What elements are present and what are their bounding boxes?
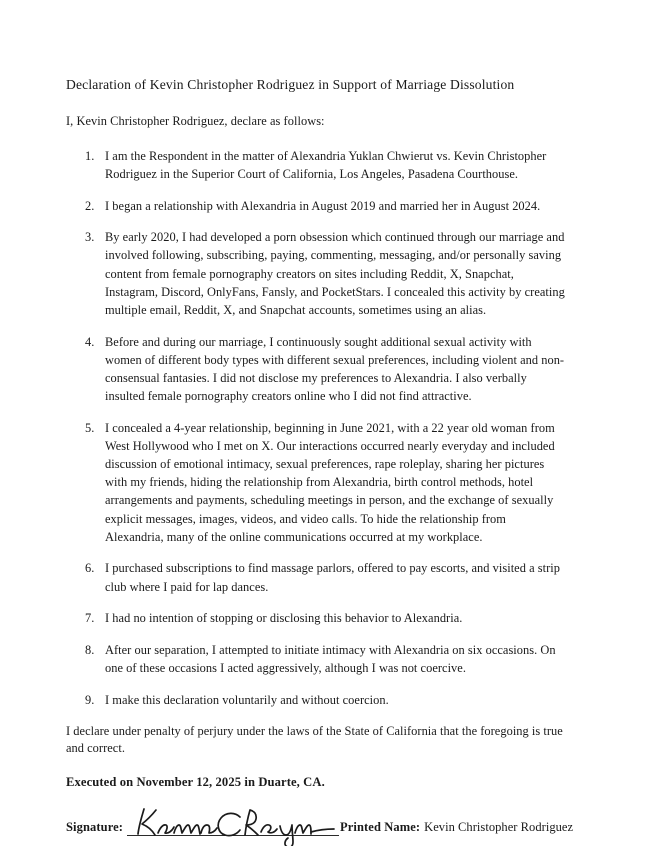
list-item: Before and during our marriage, I continuously sought additional sexual activity with women of different body types with different sexual preferences, including violent and non-consensual fantasies. I did not disclose my preferences to Alexandria. I also verbally insulted female pornography creators online who I did not find attractive. — [105, 334, 565, 404]
list-item: After our separation, I attempted to initiate intimacy with Alexandria on six occasions. On one of these occasions I acted aggressively, although I was not coercive. — [105, 642, 556, 676]
list-item: I had no intention of stopping or disclosing this behavior to Alexandria. — [105, 611, 463, 626]
list-item: By early 2020, I had developed a porn obsession which continued through our marriage and involved following, subscribing, paying, commenting, messaging, and/or personally saving content from female pornography creators on sites including Reddit, X, Snapchat, Instagram, Discord, OnlyFans, Fansly, and PocketStars. I concealed this activity by creating multiple email, Reddit, X, and Snapchat accounts, sometimes using an alias. — [105, 230, 565, 317]
page-title: Declaration of Kevin Christopher Rodriguez in Support of Marriage Dissolution — [66, 77, 515, 92]
perjury-statement: I declare under penalty of perjury under the laws of the State of California that the foregoing is true and correct. — [66, 723, 563, 756]
execution-line: Executed on November 12, 2025 in Duarte, CA. — [66, 775, 325, 790]
numbered-claims-list — [66, 147, 566, 709]
list-item: I make this declaration voluntarily and without coercion. — [105, 692, 389, 707]
signature-label: Signature: — [66, 820, 124, 835]
list-item: I concealed a 4-year relationship, beginning in June 2021, with a 22 year old woman from West Hollywood who I met on X. Our interactions occurred nearly everyday and included discussion of emotional intimacy, sexual preferences, rape roleplay, sharing her pictures with my friends, hiding the relationship from Alexandria, birth control methods, hotel arrangements and payments, scheduling meetings in person, and the exchange of sexually explicit messages, images, videos, and video calls. To hide the relationship from Alexandria, many of the online communications occurred at my workplace. — [105, 420, 555, 544]
list-item: I purchased subscriptions to find massage parlors, offered to pay escorts, and visited a strip club where I paid for lap dances. — [105, 561, 560, 594]
declaration-intro: I, Kevin Christopher Rodriguez, declare as follows: — [66, 114, 325, 129]
handwritten-signature-icon — [125, 804, 343, 846]
signature-block — [66, 805, 574, 836]
list-item: I began a relationship with Alexandria in August 2019 and married her in August 2024. — [105, 198, 541, 213]
signature-line[interactable] — [127, 805, 339, 836]
list-item: I am the Respondent in the matter of Alexandria Yuklan Chwierut vs. Kevin Christopher Rodriguez in the Superior Court of California, Los Angeles, Pasadena Courthouse. — [105, 148, 547, 181]
printed-name-label: Printed Name: — [340, 820, 421, 835]
printed-name-value: Kevin Christopher Rodriguez — [424, 820, 574, 835]
